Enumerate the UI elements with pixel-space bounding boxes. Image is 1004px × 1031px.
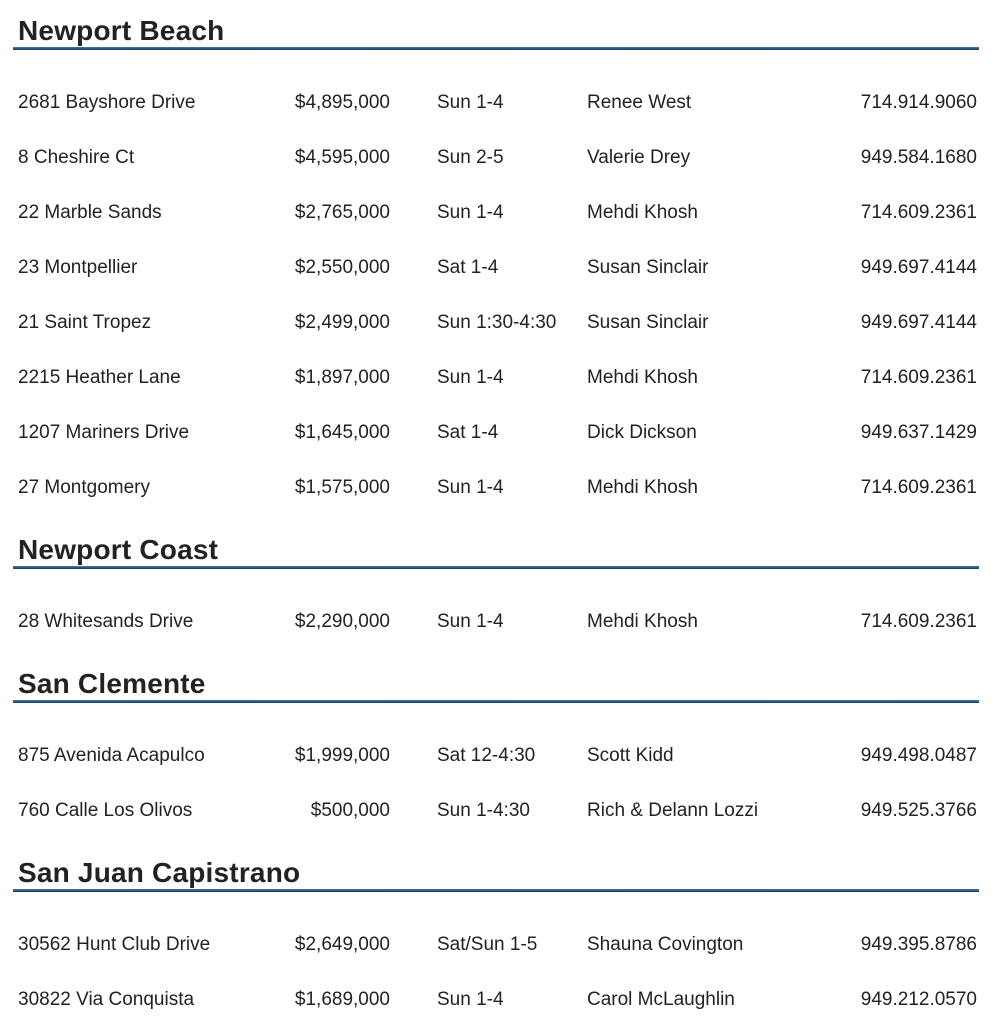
agent-phone: 949.498.0487 <box>860 745 977 767</box>
listing-row <box>18 461 977 516</box>
agent-name: Valerie Drey <box>587 147 691 169</box>
city-name: San Juan Capistrano <box>18 857 301 888</box>
agent-name: Susan Sinclair <box>587 312 709 334</box>
listing-address: 760 Calle Los Olivos <box>18 800 193 822</box>
city-section <box>0 668 1004 839</box>
open-house-time: Sat 1-4 <box>437 422 499 444</box>
listing-row <box>18 918 977 973</box>
listing-address: 27 Montgomery <box>18 477 151 499</box>
open-house-time: Sun 1-4 <box>437 202 504 224</box>
open-house-time: Sun 1-4 <box>437 611 504 633</box>
listing-address: 875 Avenida Acapulco <box>18 745 205 767</box>
listing-price: $4,595,000 <box>294 147 390 169</box>
agent-phone: 949.697.4144 <box>860 257 977 279</box>
agent-name: Scott Kidd <box>587 745 674 767</box>
listing-price: $2,290,000 <box>294 611 390 633</box>
listing-price: $1,689,000 <box>294 989 390 1011</box>
listing-price: $2,499,000 <box>294 312 390 334</box>
listing-rows <box>0 76 1004 516</box>
agent-name: Mehdi Khosh <box>587 477 698 499</box>
listing-row <box>18 973 977 1028</box>
agent-name: Renee West <box>587 92 692 114</box>
listing-row <box>18 729 977 784</box>
open-house-time: Sat 1-4 <box>437 257 499 279</box>
agent-phone: 714.609.2361 <box>860 202 977 224</box>
city-name: Newport Beach <box>18 15 225 46</box>
agent-phone: 949.525.3766 <box>860 800 977 822</box>
open-house-time: Sun 2-5 <box>437 147 504 169</box>
agent-name: Mehdi Khosh <box>587 202 698 224</box>
listing-address: 2681 Bayshore Drive <box>18 92 196 114</box>
listing-address: 23 Montpellier <box>18 257 138 279</box>
city-heading <box>13 857 979 892</box>
listing-rows <box>0 729 1004 839</box>
agent-phone: 714.914.9060 <box>860 92 977 114</box>
listing-address: 22 Marble Sands <box>18 202 162 224</box>
listing-row <box>18 351 977 406</box>
agent-name: Susan Sinclair <box>587 257 709 279</box>
agent-name: Mehdi Khosh <box>587 611 698 633</box>
listing-price: $1,645,000 <box>294 422 390 444</box>
listing-price: $500,000 <box>310 800 390 822</box>
listing-price: $1,999,000 <box>294 745 390 767</box>
listing-address: 30822 Via Conquista <box>18 989 195 1011</box>
agent-phone: 949.584.1680 <box>860 147 977 169</box>
listing-rows <box>0 918 1004 1028</box>
listing-address: 8 Cheshire Ct <box>18 147 135 169</box>
agent-phone: 714.609.2361 <box>860 611 977 633</box>
city-name: San Clemente <box>18 668 206 699</box>
listing-price: $4,895,000 <box>294 92 390 114</box>
listing-address: 2215 Heather Lane <box>18 367 181 389</box>
listing-address: 28 Whitesands Drive <box>18 611 194 633</box>
agent-phone: 949.637.1429 <box>860 422 977 444</box>
agent-phone: 714.609.2361 <box>860 367 977 389</box>
city-heading <box>13 534 979 569</box>
listing-row <box>18 296 977 351</box>
agent-phone: 949.212.0570 <box>860 989 977 1011</box>
listing-address: 30562 Hunt Club Drive <box>18 934 211 956</box>
listing-price: $2,765,000 <box>294 202 390 224</box>
agent-name: Carol McLaughlin <box>587 989 735 1011</box>
city-section <box>0 534 1004 650</box>
open-house-time: Sun 1-4:30 <box>437 800 530 822</box>
agent-name: Shauna Covington <box>587 934 744 956</box>
listing-address: 1207 Mariners Drive <box>18 422 190 444</box>
listing-price: $2,649,000 <box>294 934 390 956</box>
listing-price: $1,575,000 <box>294 477 390 499</box>
agent-name: Mehdi Khosh <box>587 367 698 389</box>
open-house-time: Sat/Sun 1-5 <box>437 934 538 956</box>
open-house-listing-document <box>0 15 1004 1028</box>
listing-row <box>18 76 977 131</box>
listing-rows <box>0 595 1004 650</box>
open-house-time: Sun 1:30-4:30 <box>437 312 557 334</box>
city-heading <box>13 668 979 703</box>
listing-row <box>18 131 977 186</box>
open-house-time: Sat 12-4:30 <box>437 745 536 767</box>
open-house-time: Sun 1-4 <box>437 92 504 114</box>
listing-price: $1,897,000 <box>294 367 390 389</box>
agent-name: Rich & Delann Lozzi <box>587 800 759 822</box>
open-house-time: Sun 1-4 <box>437 477 504 499</box>
listing-address: 21 Saint Tropez <box>18 312 152 334</box>
city-name: Newport Coast <box>18 534 219 565</box>
listing-row <box>18 241 977 296</box>
agent-phone: 949.697.4144 <box>860 312 977 334</box>
listing-row <box>18 406 977 461</box>
city-section <box>0 15 1004 516</box>
listing-row <box>18 784 977 839</box>
listing-price: $2,550,000 <box>294 257 390 279</box>
listing-row <box>18 186 977 241</box>
listing-row <box>18 595 977 650</box>
agent-phone: 714.609.2361 <box>860 477 977 499</box>
city-heading <box>13 15 979 50</box>
open-house-time: Sun 1-4 <box>437 989 504 1011</box>
agent-phone: 949.395.8786 <box>860 934 977 956</box>
open-house-time: Sun 1-4 <box>437 367 504 389</box>
city-section <box>0 857 1004 1028</box>
agent-name: Dick Dickson <box>587 422 697 444</box>
